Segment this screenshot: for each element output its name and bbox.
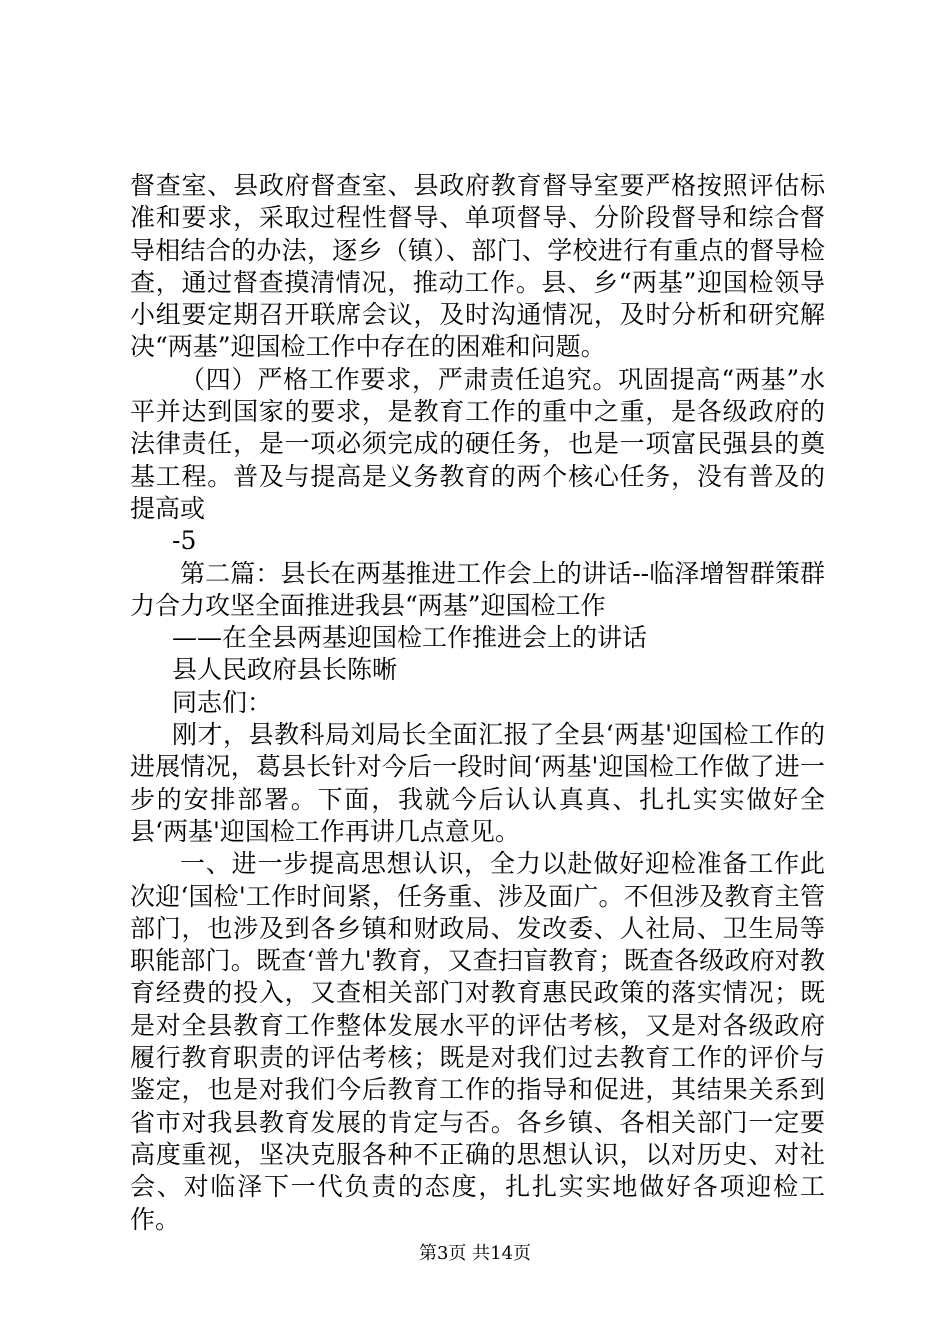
- inline-page-number: -5: [172, 526, 197, 556]
- section-subtitle: ——在全县两基迎国检工作推进会上的讲话: [172, 623, 648, 653]
- paragraph-supervision: 督查室、县政府督查室、县政府教育督导室要严格按照评估标准和要求，采取过程性督导、单项督导、分阶段督导和综合督导相结合的办法，逐乡（镇）、部门、学校进行有重点的督导检查，通过督查摸清情况，推动工作。县、乡“两基”迎国检领导小组要定期召开联席会议，及时沟通情况，及时分析和研究解决“两基”迎国检工作中存在的困难和问题。: [130, 171, 825, 362]
- paragraph-intro: 刚才，县教科局刘局长全面汇报了全县‘两基'迎国检工作的进展情况，葛县长针对今后一段时间‘两基'迎国检工作做了进一步的安排部署。下面，我就今后认认真真、扎扎实实做好全县‘两基'迎国检工作再讲几点意见。: [130, 720, 825, 846]
- page-footer: 第3页 共14页: [418, 1243, 532, 1264]
- paragraph-point-one: 一、进一步提高思想认识，全力以赴做好迎检准备工作此次迎‘国检'工作时间紧，任务重、涉及面广。不但涉及教育主管部门，也涉及到各乡镇和财政局、发改委、人社局、卫生局等职能部门。既查‘普九'教育，又查扫盲教育；既查各级政府对教育经费的投入，又查相关部门对教育惠民政策的落实情况；既是对全县教育工作整体发展水平的评估考核，又是对各级政府履行教育职责的评估考核；既是对我们过去教育工作的评价与鉴定，也是对我们今后教育工作的指导和促进，其结果关系到省市对我县教育发展的肯定与否。各乡镇、各相关部门一定要高度重视，坚决克服各种不正确的思想认识，以对历史、对社会、对临泽下一代负责的态度，扎扎实实地做好各项迎检工作。: [130, 849, 825, 1234]
- speaker-line: 县人民政府县长陈晰: [172, 655, 398, 685]
- paragraph-section-four: （四）严格工作要求，严肃责任追究。巩固提高“两基”水平并达到国家的要求，是教育工作的重中之重，是各级政府的法律责任，是一项必须完成的硬任务，也是一项富民强县的奠基工程。普及与提高是义务教育的两个核心任务，没有普及的提高或: [130, 364, 825, 523]
- section-title: 第二篇：县长在两基推进工作会上的讲话--临泽增智群策群力合力攻坚全面推进我县“两基”迎国检工作: [130, 558, 825, 620]
- salutation: 同志们：: [172, 687, 273, 717]
- document-body: [130, 170, 825, 1236]
